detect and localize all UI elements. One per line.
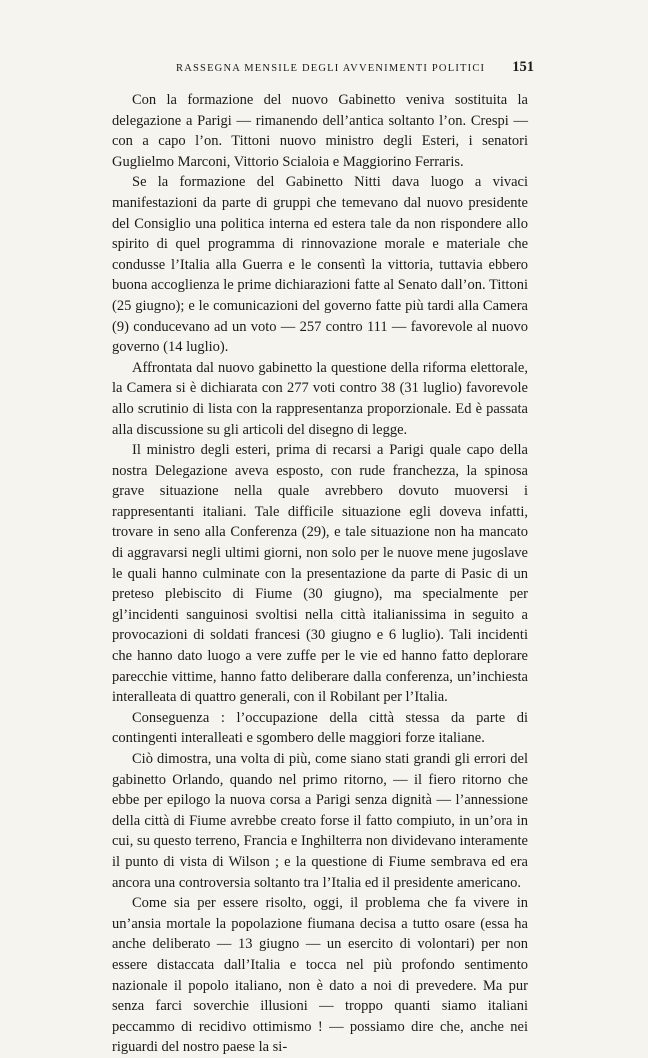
- paragraph-1: Con la formazione del nuovo Gabinetto veniva sostituita la delegazione a Parigi — rimanendo dell’antica soltanto l’on. Crespi — con a capo l’on. Tittoni nuovo ministro degli Esteri, i senatori Guglielmo Marconi, Vittorio Scialoia e Maggiorino Ferraris.: [112, 92, 528, 170]
- paragraph-5: Conseguenza : l’occupazione della città stessa da parte di contingenti interalleati e sgombero delle maggiori forze italiane.: [112, 709, 528, 747]
- page-header: [112, 58, 534, 82]
- body-text: [112, 90, 528, 1058]
- page-number: 151: [512, 59, 534, 75]
- paragraph-2: Se la formazione del Gabinetto Nitti dava luogo a vivaci manifestazioni da parte di gruppi che temevano dal nuovo presidente del Consiglio una politica interna ed estera tale da non rispondere allo spirito di quel programma di rinnovazione morale e materiale che condusse l’Italia alla Guerra e le consentì la vittoria, tuttavia ebbero buona accoglienza le prime dichiarazioni fatte al Senato dall’on. Tittoni (25 giugno); e le comunicazioni del governo fatte più tardi alla Camera (9) conducevano ad un voto — 257 contro 111 — favorevole al nuovo governo (14 luglio).: [112, 174, 528, 356]
- paragraph-7: Come sia per essere risolto, oggi, il problema che fa vivere in un’ansia mortale la popolazione fiumana decisa a tutto osare (essa ha anche deliberato — 13 giugno — un esercito di volontari) per non essere distaccata dall’Italia e tocca nel più profondo sentimento nazionale il popolo italiano, non è dato a noi di prevedere. Ma pur senza farci soverchie illusioni — troppo quanti siamo italiani peccammo di recidivo ottimismo ! — possiamo dire che, anche nei riguardi del nostro paese la si-: [112, 895, 528, 1056]
- paragraph-3: Affrontata dal nuovo gabinetto la questione della riforma elettorale, la Camera si è dichiarata con 277 voti contro 38 (31 luglio) favorevole allo scrutinio di lista con la rappresentanza proporzionale. Ed è passata alla discussione su gli articoli del disegno di legge.: [112, 359, 528, 438]
- paragraph-6: Ciò dimostra, una volta di più, come siano stati grandi gli errori del gabinetto Orlando, quando nel primo ritorno, — il fiero ritorno che ebbe per epilogo la nuova corsa a Parigi senza dignità — l’annessione della città di Fiume avrebbe creato forse il fatto compiuto, in un’ora in cui, su questo terreno, Francia e Inghilterra non dividevano interamente il punto di vista di Wilson ; e la questione di Fiume sembrava ed era ancora una controversia soltanto tra l’Italia ed il presidente americano.: [112, 751, 528, 891]
- running-title: RASSEGNA MENSILE DEGLI AVVENIMENTI POLITICI: [176, 63, 486, 74]
- paragraph-4: Il ministro degli esteri, prima di recarsi a Parigi quale capo della nostra Delegazione aveva esposto, con rude franchezza, la spinosa grave situazione nella quale avrebbero dovuto muoversi i rappresentanti italiani. Tale difficile situazione egli doveva infatti, trovare in seno alla Conferenza (29), e tale situazione non ha mancato di aggravarsi negli ultimi giorni, non solo per le nuove mene jugoslave le quali hanno culminate con la presentazione da parte di Pasic di un preteso plebiscito di Fiume (30 giugno), ma specialmente per gl’incidenti sanguinosi svoltisi nella città italianissima in seguito a provocazioni di soldati francesi (30 giugno e 6 luglio). Tali incidenti che hanno dato luogo a vere zuffe per le vie ed hanno fatto deplorare parecchie vittime, hanno fatto deliberare dalla conferenza, un’inchiesta interalleata di quattro generali, con il Robilant per l’Italia.: [112, 442, 528, 706]
